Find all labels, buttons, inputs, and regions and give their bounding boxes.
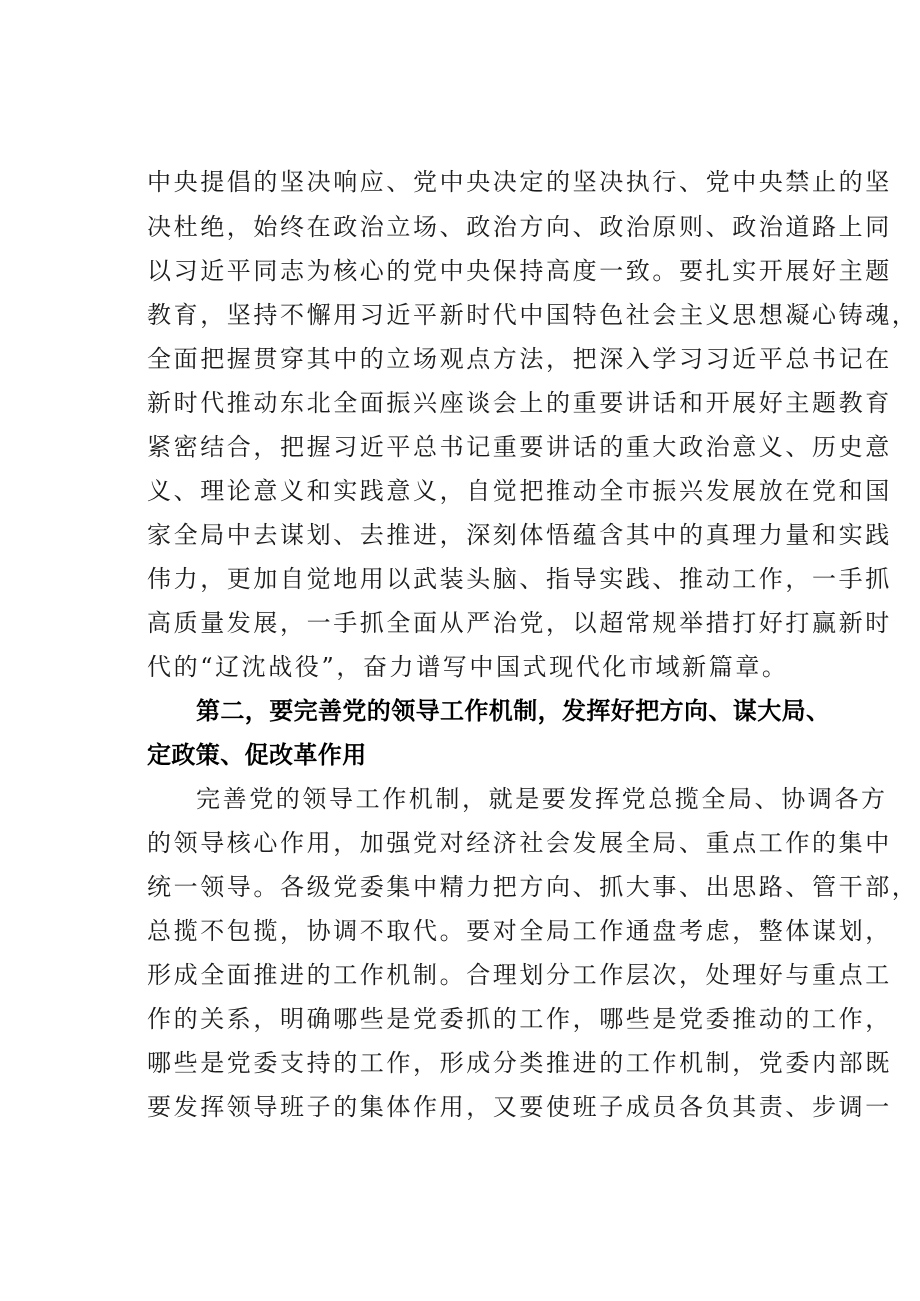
paragraph-2-line-2: 的领导核心作用，加强党对经济社会发展全局、重点工作的集中 bbox=[147, 829, 892, 857]
paragraph-1-line-6: 新时代推动东北全面振兴座谈会上的重要讲话和开展好主题教育 bbox=[147, 389, 892, 417]
paragraph-2-line-7: 哪些是党委支持的工作，形成分类推进的工作机制，党委内部既 bbox=[147, 1049, 892, 1077]
paragraph-1-line-3: 以习近平同志为核心的党中央保持高度一致。要扎实开展好主题 bbox=[147, 257, 892, 285]
paragraph-2-line-8: 要发挥领导班子的集体作用，又要使班子成员各负其责、步调一 bbox=[147, 1093, 892, 1121]
section-heading-line-2: 定政策、促改革作用 bbox=[147, 741, 367, 769]
paragraph-2-line-3: 统一领导。各级党委集中精力把方向、抓大事、出思路、管干部， bbox=[147, 873, 919, 901]
paragraph-2-line-4: 总揽不包揽，协调不取代。要对全局工作通盘考虑，整体谋划， bbox=[147, 917, 892, 945]
paragraph-1-line-8: 义、理论意义和实践意义，自觉把推动全市振兴发展放在党和国 bbox=[147, 477, 892, 505]
section-heading-line-1: 第二，要完善党的领导工作机制，发挥好把方向、谋大局、 bbox=[196, 697, 831, 725]
paragraph-1-line-4: 教育，坚持不懈用习近平新时代中国特色社会主义思想凝心铸魂， bbox=[147, 301, 919, 329]
paragraph-1-line-10: 伟力，更加自觉地用以武装头脑、指导实践、推动工作，一手抓 bbox=[147, 565, 892, 593]
paragraph-1-line-11: 高质量发展，一手抓全面从严治党，以超常规举措打好打赢新时 bbox=[147, 609, 892, 637]
paragraph-1-line-5: 全面把握贯穿其中的立场观点方法，把深入学习习近平总书记在 bbox=[147, 345, 892, 373]
paragraph-1-line-2: 决杜绝，始终在政治立场、政治方向、政治原则、政治道路上同 bbox=[147, 213, 892, 241]
paragraph-2-line-1: 完善党的领导工作机制，就是要发挥党总揽全局、协调各方 bbox=[196, 785, 888, 813]
paragraph-1-line-7: 紧密结合，把握习近平总书记重要讲话的重大政治意义、历史意 bbox=[147, 433, 892, 461]
paragraph-1-line-1: 中央提倡的坚决响应、党中央决定的坚决执行、党中央禁止的坚 bbox=[147, 168, 892, 196]
paragraph-2-line-6: 作的关系，明确哪些是党委抓的工作，哪些是党委推动的工作， bbox=[147, 1005, 892, 1033]
paragraph-2-line-5: 形成全面推进的工作机制。合理划分工作层次，处理好与重点工 bbox=[147, 961, 892, 989]
paragraph-1-line-12: 代的“辽沈战役”，奋力谱写中国式现代化市域新篇章。 bbox=[147, 653, 789, 681]
paragraph-1-line-9: 家全局中去谋划、去推进，深刻体悟蕴含其中的真理力量和实践 bbox=[147, 521, 892, 549]
